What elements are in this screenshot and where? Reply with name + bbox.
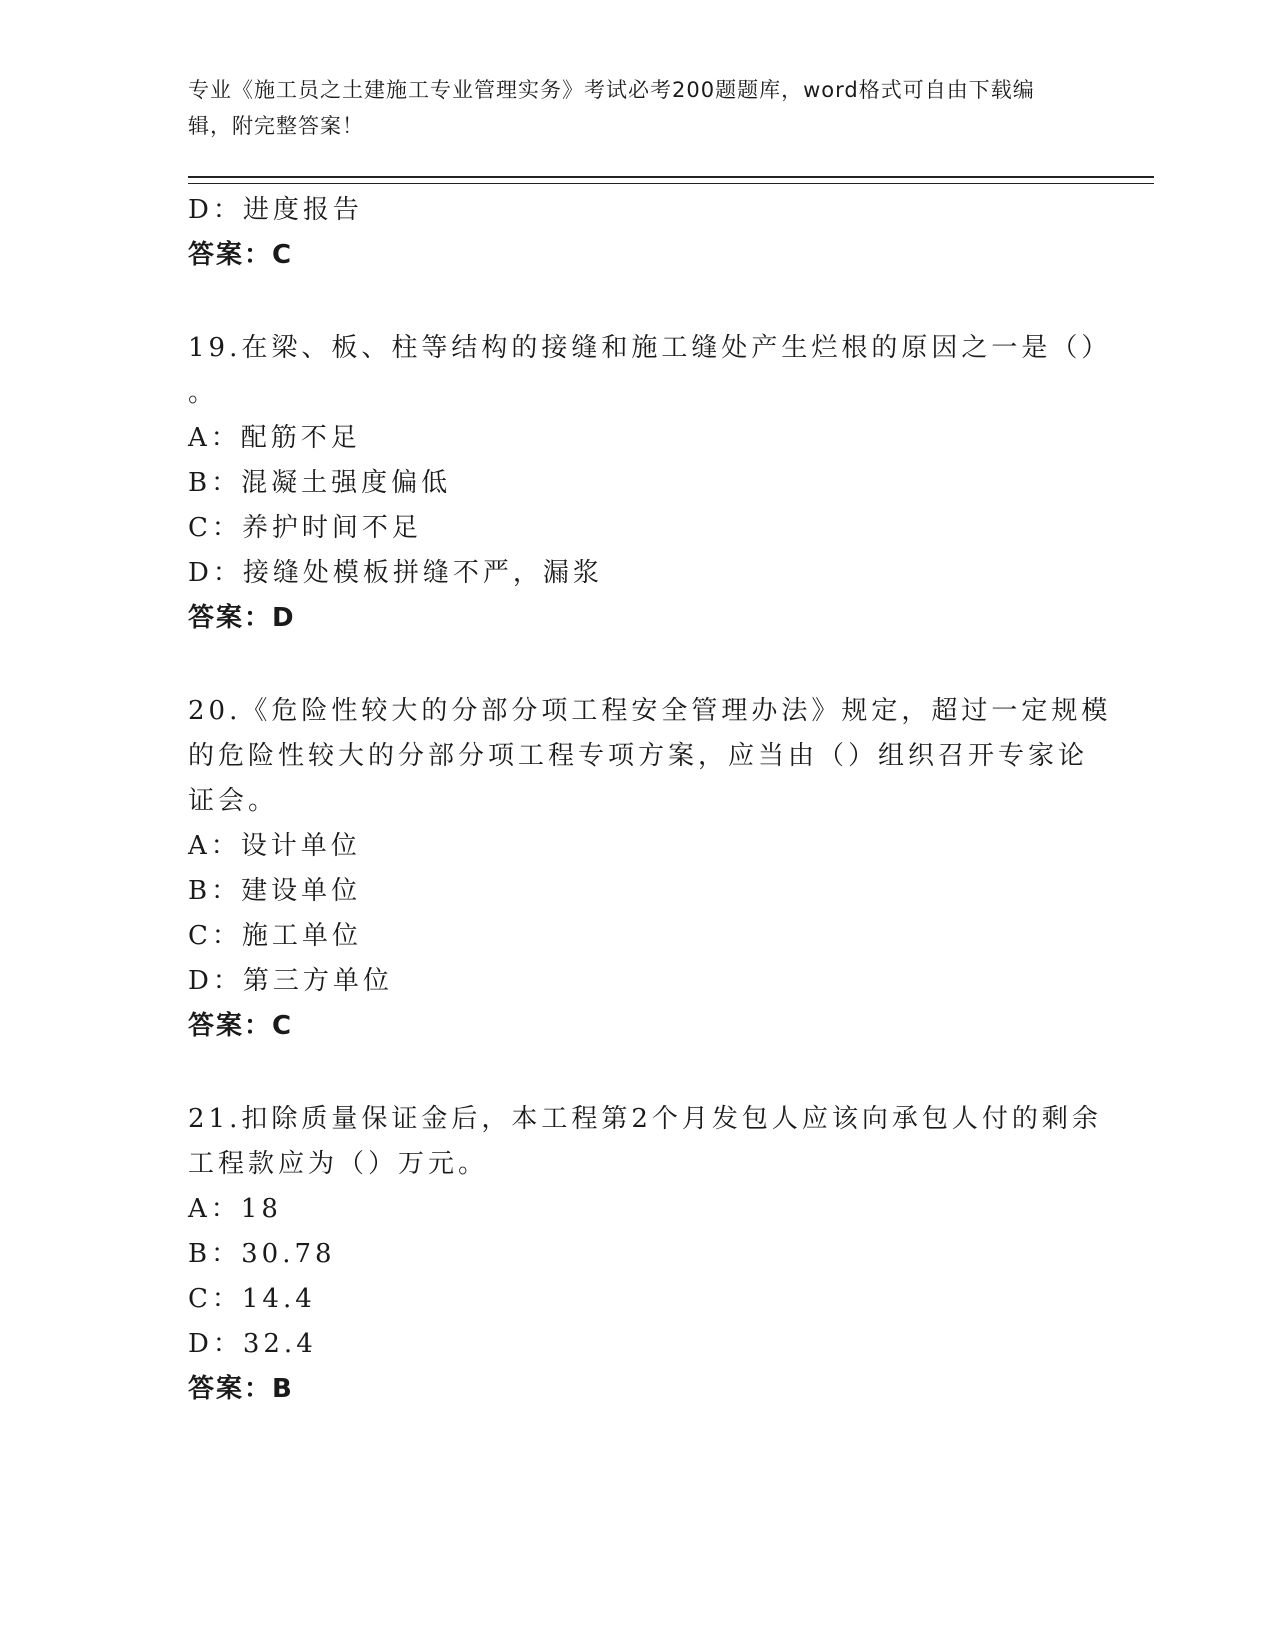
question-stem: 21.扣除质量保证金后，本工程第2个月发包人应该向承包人付的剩余 bbox=[188, 1104, 1102, 1134]
question-stem: 20.《危险性较大的分部分项工程安全管理办法》规定，超过一定规模 bbox=[188, 696, 1112, 726]
option-d: D：进度报告 bbox=[188, 195, 363, 225]
header-divider bbox=[188, 176, 1154, 184]
question-stem: 19.在梁、板、柱等结构的接缝和施工缝处产生烂根的原因之一是（） bbox=[188, 333, 1112, 363]
answer-line: 答案：B bbox=[188, 1374, 294, 1404]
question-stem-continued: 。 bbox=[188, 378, 219, 408]
answer-line: 答案：D bbox=[188, 603, 296, 633]
spacer bbox=[188, 641, 1068, 689]
document-body bbox=[188, 188, 1112, 1412]
spacer bbox=[188, 278, 1068, 326]
page-header: 专业《施工员之土建施工专业管理实务》考试必考200题题库，word格式可自由下载编辑，附完整答案！ bbox=[188, 78, 1035, 138]
question-20 bbox=[188, 689, 1112, 1049]
option-b: B：建设单位 bbox=[188, 876, 362, 906]
option-c: C：养护时间不足 bbox=[188, 513, 422, 543]
option-b: B：30.78 bbox=[188, 1239, 336, 1269]
option-c: C：14.4 bbox=[188, 1284, 316, 1314]
question-21 bbox=[188, 1097, 1102, 1412]
option-a: A：18 bbox=[188, 1194, 282, 1224]
option-d: D：32.4 bbox=[188, 1329, 317, 1359]
question-19 bbox=[188, 326, 1112, 641]
option-b: B：混凝土强度偏低 bbox=[188, 468, 452, 498]
option-d: D：第三方单位 bbox=[188, 966, 393, 996]
answer-line: 答案：C bbox=[188, 240, 294, 270]
option-a: A：设计单位 bbox=[188, 831, 361, 861]
question-stem-continued: 证会。 bbox=[188, 786, 279, 816]
option-d: D：接缝处模板拼缝不严，漏浆 bbox=[188, 558, 603, 588]
option-a: A：配筋不足 bbox=[188, 423, 361, 453]
question-stem-continued: 的危险性较大的分部分项工程专项方案，应当由（）组织召开专家论 bbox=[188, 741, 1089, 771]
question-stem-continued: 工程款应为（）万元。 bbox=[188, 1149, 489, 1179]
question-18-tail bbox=[188, 188, 1068, 278]
option-c: C：施工单位 bbox=[188, 921, 362, 951]
spacer bbox=[188, 1049, 1068, 1097]
answer-line: 答案：C bbox=[188, 1011, 294, 1041]
